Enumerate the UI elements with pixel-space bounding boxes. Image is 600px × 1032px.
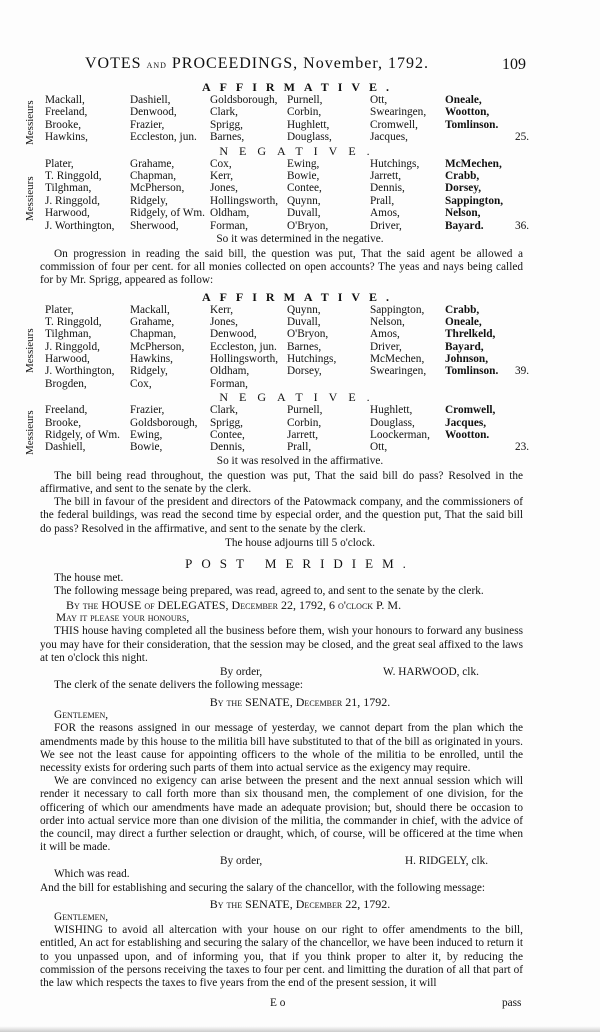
member-name: Crabb, [445,169,480,182]
member-name: Jacques, [445,416,487,429]
member-name: Ott, [370,94,388,106]
vote-row [0,417,600,429]
member-name: Loockerman, [370,429,430,442]
member-name: Brooke, [45,118,82,131]
messieurs-label: Messieurs [24,100,36,145]
member-name: J. Worthington, [45,365,115,378]
member-name: Kerr, [210,303,234,316]
header-and: and [146,59,167,71]
adjourns-line: The house adjourns till 5 o'clock. [224,536,376,549]
member-name: Nelson, [445,207,481,220]
member-name: Oneale, [445,94,482,106]
member-name: Denwood, [210,328,257,341]
vote-row [0,328,600,340]
header-title-rest: PROCEEDINGS, November, 1792. [171,55,430,72]
member-name: Barnes, [210,131,245,144]
member-name: Dorsey, [287,365,322,378]
member-name: Ridgely, [130,365,168,378]
vote-row [0,404,600,416]
house-message-body: THIS house having completed all the business before them, wish your honours to forward any business you may have for their consideration, that the session may be closed, and the great seal affixed to the laws at ten o'clock this night. [40,625,523,664]
member-name: Jones, [210,315,238,328]
member-name: Forman, [210,377,248,390]
member-name: Sappington, [370,303,425,316]
vote2-negative-heading: NEGATIVE. [219,390,381,405]
member-name: Ridgely, [130,194,168,207]
member-name: Frazier, [130,118,165,131]
vote-row [0,195,600,207]
vote-row [0,158,600,170]
page-footer [0,996,600,1012]
vote-row [0,207,600,219]
member-name: Forman, [210,219,248,232]
vote-row [0,316,600,328]
member-name: Oldham, [210,365,250,378]
commission-paragraph [40,248,523,288]
member-name: Hughlett, [287,118,330,131]
member-name: McPherson, [130,182,185,195]
member-name: Ridgely, of Wm. [130,207,205,220]
vote-total: 36. [515,219,530,232]
vote-total: 23. [515,441,530,454]
member-name: Cox, [130,377,152,390]
member-name: Hawkins, [130,353,173,366]
by-order: By order, [220,855,263,868]
member-name: Crabb, [445,303,480,316]
paragraph: On progression in reading the said bill, the question was put, That the said agent be allowed a commission of four per cent. for all monies collected on open accounts? The yeas and nays being called for by Mr. Sprigg, appeared as follow: [40,247,523,287]
salutation: May it please your honours, [56,612,190,625]
post-meridiem-heading: POST MERIDIEM. [185,555,415,571]
member-name: Dashiell, [45,441,86,454]
member-name: Contee, [210,429,245,442]
member-name: Chapman, [130,328,177,341]
member-name: Jarrett, [370,169,402,182]
vote1-negative-heading: NEGATIVE. [219,143,381,158]
member-name: Jones, [210,182,238,195]
member-name: Barnes, [287,340,322,353]
senate-message2-heading: By the SENATE, December 22, 1792. [209,896,391,911]
member-name: Grahame, [130,157,175,170]
member-name: Plater, [45,157,74,170]
member-name: Wootton. [445,429,490,442]
member-name: Prall, [287,441,312,454]
vote-row [0,441,600,453]
signature-mark: E o [270,997,286,1010]
vote-row [0,378,600,390]
afternoon-section [40,572,523,692]
member-name: Amos, [370,207,400,220]
by-order: By order, [220,666,263,679]
vote-row [0,94,600,106]
vote-total: 39. [515,365,530,378]
senate-message1-heading: By the SENATE, December 21, 1792. [209,695,391,710]
signature: W. HARWOOD, clk. [383,666,479,679]
member-name: Nelson, [370,315,405,328]
member-name: Oneale, [445,315,482,328]
member-name: Freeland, [45,106,88,119]
member-name: Tomlinson. [445,365,499,378]
page-number: 109 [502,56,526,73]
messieurs-label: Messieurs [24,410,36,456]
paragraph: The following message being prepared, was read, agreed to, and sent to the senate by the clerk. [54,585,484,598]
member-name: Dennis, [210,441,245,454]
member-name: Goldsborough, [210,94,278,106]
member-name: Jarrett, [287,429,319,442]
senate-message2 [40,911,523,990]
vote-row [0,119,600,131]
member-name: Douglass, [287,131,332,144]
member-name: Dorsey, [445,182,482,195]
vote-row [0,182,600,194]
member-name: Eccleston, jun. [130,131,197,144]
member-name: Prall, [370,194,395,207]
member-name: Bowie, [130,441,163,454]
member-name: Dashiell, [130,94,171,106]
member-name: McMechen, [370,353,425,366]
member-name: Ewing, [287,157,320,170]
member-name: Chapman, [130,169,177,182]
paragraph: The bill in favour of the president and directors of the Patowmack company, and the commissioners of the federal buildings, was read the second time by especial order, and the question put, That the said bill do pass? Resolved in the affirmative, and sent to the senate by the clerk. [40,496,523,535]
member-name: Sappington, [445,194,504,207]
member-name: Duvall, [287,315,321,328]
member-name: Goldsborough, [130,416,198,429]
paragraph: The house met. [54,571,124,584]
signature: H. RIDGELY, clk. [405,855,489,868]
senate-message1-body: FOR the reasons assigned in our message of yesterday, we cannot depart from the plan which the amendments made by this house to the militia bill have substituted to that of the bill as originated in yours. We see not the least cause for appointing officers to the whole of the militia to be enrolled, until the necessity exists for ordering such parts of them into actual service as the exigency may require. [40,722,523,775]
member-name: Swearingen, [370,106,427,119]
vote1-result: So it was determined in the negative. [216,232,384,245]
member-name: Quynn, [287,194,321,207]
vote-row [0,220,600,232]
member-name: Driver, [370,219,402,232]
vote-row [0,353,600,365]
member-name: Brooke, [45,416,82,429]
member-name: Jacques, [370,131,408,144]
member-name: J. Ringgold, [45,194,100,207]
messieurs-label: Messieurs [24,328,36,373]
member-name: Plater, [45,303,74,316]
member-name: Sprigg, [210,118,243,131]
member-name: J. Worthington, [45,219,115,232]
senate-message1 [40,709,523,895]
member-name: Purnell, [287,94,323,106]
scan-edge [0,1026,600,1032]
member-name: Oldham, [210,207,250,220]
member-name: Hughlett, [370,404,413,417]
member-name: Dennis, [370,182,405,195]
vote1-affirmative-heading: AFFIRMATIVE. [201,80,399,94]
member-name: Corbin, [287,106,322,119]
paragraph: And the bill for establishing and securing the salary of the chancellor, with the following message: [40,881,486,894]
member-name: Ewing, [130,429,163,442]
house-message-heading: By the HOUSE of DELEGATES, December 22, 1792, 6 o'clock P. M. [66,598,402,613]
member-name: Tomlinson. [445,118,499,131]
member-name: Threlkeld, [445,328,496,341]
paragraph: The clerk of the senate delivers the following message: [54,679,304,692]
vote2-result: So it was resolved in the affirmative. [216,454,384,467]
member-name: Grahame, [130,315,175,328]
member-name: Johnson, [445,353,489,366]
member-name: Duvall, [287,207,321,220]
catchword: pass [502,997,522,1010]
member-name: Hollingsworth, [210,194,279,207]
vote1-affirmative-table [0,94,600,144]
member-name: Freeland, [45,404,88,417]
member-name: McPherson, [130,340,185,353]
member-name: Douglass, [370,416,415,429]
member-name: O'Bryon, [287,328,329,341]
member-name: O'Bryon, [287,219,329,232]
member-name: Mackall, [45,94,85,106]
vote1-negative-table [0,158,600,232]
member-name: Hutchings, [287,353,337,366]
member-name: Hutchings, [370,157,420,170]
member-name: McMechen, [445,157,502,170]
vote-row [0,106,600,118]
member-name: Denwood, [130,106,177,119]
member-name: Brogden, [45,377,87,390]
signature-line [40,665,523,679]
member-name: Sprigg, [210,416,243,429]
member-name: Purnell, [287,404,323,417]
member-name: Tilghman, [45,182,92,195]
salutation: Gentlemen, [54,910,109,923]
member-name: Clark, [210,404,238,417]
member-name: Harwood, [45,207,90,220]
vote-row [0,341,600,353]
member-name: Tilghman, [45,328,92,341]
header-title: VOTES [85,55,142,72]
member-name: T. Ringgold, [45,169,102,182]
vote2-affirmative-table [0,304,600,391]
member-name: Cox, [210,157,232,170]
senate-message1-body: We are convinced no exigency can arise between the present and the next annual session which will render it necessary to call forth more than six thousand men, the complement of one division, for the officering of which our amendments have made an adequate provision; but, should there be occasion to order into actual service more than one division of the militia, the commander in chief, with the advice of the council, may direct a further selection or draught, which, of course, will be officered at the time when it will be made. [40,775,523,854]
member-name: Harwood, [45,353,90,366]
member-name: Clark, [210,106,238,119]
member-name: Bayard, [445,340,484,353]
paragraph: Which was read. [54,868,130,881]
member-name: Hollingsworth, [210,353,279,366]
member-name: Sherwood, [130,219,179,232]
salutation: Gentlemen, [54,709,109,722]
member-name: Quynn, [287,303,321,316]
member-name: Hawkins, [45,131,88,144]
senate-message2-body: WISHING to avoid all altercation with your house on our right to offer amendments to the bill, entitled, An act for establishing and securing the salary of the chancellor, we have been induced to return it to you unpassed upon, and of informing you, that if you think proper to alter it, by reducing the commission of the persons receiving the taxes to four per cent. and limitting the duration of all that part of the law which respects the taxes to five years from the end of the present session, it will [40,924,523,989]
member-name: Cromwell, [445,404,496,417]
messieurs-label: Messieurs [24,176,36,221]
member-name: Wootton, [445,106,490,119]
member-name: Corbin, [287,416,322,429]
member-name: Ridgely, of Wm. [45,429,120,442]
member-name: Bowie, [287,169,320,182]
member-name: Driver, [370,340,402,353]
signature-line [40,854,523,868]
vote2-negative-table [0,404,600,454]
member-name: Kerr, [210,169,234,182]
bill-pass-paragraphs [40,470,523,536]
vote-row [0,304,600,316]
vote-row [0,131,600,143]
vote-row [0,429,600,441]
member-name: Ott, [370,441,388,454]
vote-total: 25. [515,131,530,144]
paragraph: The bill being read throughout, the question was put, That the said bill do pass? Resolved in the affirmative, and sent to the senate by the clerk. [40,469,523,496]
member-name: J. Ringgold, [45,340,100,353]
vote-row [0,170,600,182]
member-name: Frazier, [130,404,165,417]
member-name: Bayard. [445,219,484,232]
member-name: Swearingen, [370,365,427,378]
member-name: Cromwell, [370,118,419,131]
member-name: Eccleston, jun. [210,340,277,353]
member-name: T. Ringgold, [45,315,102,328]
vote2-affirmative-heading: AFFIRMATIVE. [201,289,399,304]
member-name: Amos, [370,328,400,341]
vote-row [0,365,600,377]
member-name: Contee, [287,182,322,195]
member-name: Mackall, [130,303,170,316]
